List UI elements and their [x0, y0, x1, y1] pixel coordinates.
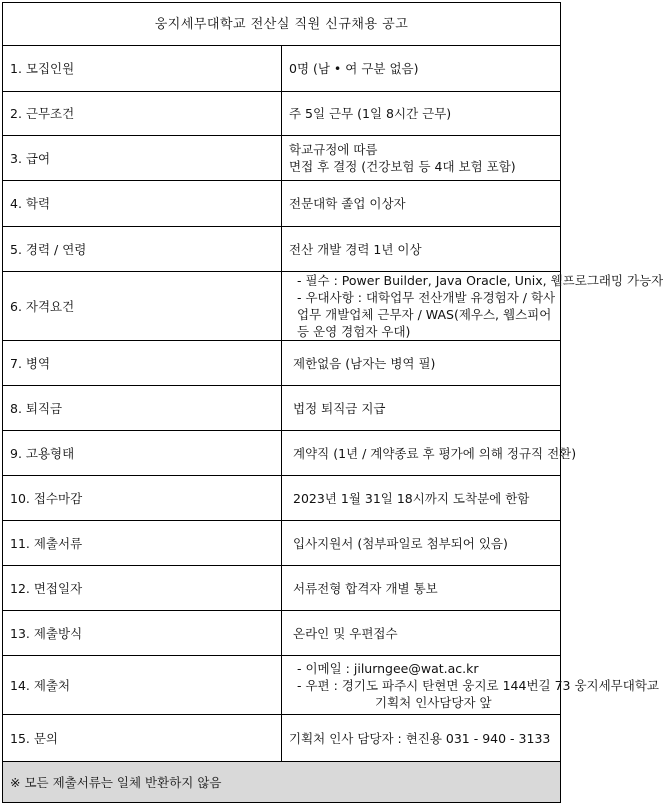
- row-value-employment-type: [282, 431, 577, 476]
- table-row: [3, 476, 561, 521]
- row-label-salary: 3. 급여: [3, 136, 282, 181]
- row-value-qualifications: [282, 272, 663, 341]
- row-label-headcount: 1. 모집인원: [3, 46, 282, 92]
- row-value-deadline: [282, 476, 561, 521]
- row-value-experience: [282, 227, 561, 272]
- military-text: 제한없음 (남자는 병역 필): [293, 355, 436, 371]
- row-value-interview: [282, 566, 561, 611]
- table-row: [3, 341, 561, 386]
- row-label-severance: 8. 퇴직금: [3, 386, 282, 431]
- row-value-salary: [282, 136, 561, 181]
- submission-post: - 우편 : 경기도 파주시 탄현면 웅지로 144번길 73 웅지세무대학교: [297, 677, 659, 693]
- row-label-inquiry: 15. 문의: [3, 715, 282, 762]
- interview-text: 서류전형 합격자 개별 통보: [293, 580, 438, 596]
- work-conditions-text: 주 5일 근무 (1일 8시간 근무): [289, 106, 452, 121]
- experience-text: 전산 개발 경력 1년 이상: [289, 241, 422, 257]
- salary-line-2: 면접 후 결정 (건강보험 등 4대 보험 포함): [289, 159, 516, 174]
- footer-note: ※ 모든 제출서류는 일체 반환하지 않음: [3, 762, 561, 803]
- row-label-deadline: 10. 접수마감: [3, 476, 282, 521]
- row-label-education: 4. 학력: [3, 181, 282, 227]
- row-value-submission-address: [282, 656, 659, 715]
- row-label-submission-address: 14. 제출처: [3, 656, 282, 715]
- salary-line-1: 학교규정에 따름: [289, 142, 378, 157]
- row-value-severance: [282, 386, 561, 431]
- row-value-inquiry: [282, 715, 561, 762]
- employment-type-text: 계약직 (1년 / 계약종료 후 평가에 의해 정규직 전환): [293, 445, 577, 461]
- submission-email: - 이메일 : jilurngee@wat.ac.kr: [297, 660, 479, 676]
- table-row: [3, 521, 561, 566]
- table-row: [3, 611, 561, 656]
- severance-text: 법정 퇴직금 지급: [293, 400, 386, 416]
- table-row: [3, 431, 561, 476]
- education-text: 전문대학 졸업 이상자: [289, 196, 406, 211]
- table-row: [3, 715, 561, 762]
- table-row: [3, 386, 561, 431]
- row-label-documents: 11. 제출서류: [3, 521, 282, 566]
- row-label-interview: 12. 면접일자: [3, 566, 282, 611]
- submission-method-text: 온라인 및 우편접수: [293, 625, 398, 641]
- row-label-work-conditions: 2. 근무조건: [3, 92, 282, 136]
- qualifications-required: - 필수 : Power Builder, Java Oracle, Unix, 웹프로그래밍 가능자: [297, 273, 663, 288]
- row-label-military: 7. 병역: [3, 341, 282, 386]
- table-row: [3, 656, 561, 715]
- table-row: [3, 272, 561, 341]
- recruitment-notice-table: [2, 2, 663, 803]
- notice-title: 웅지세무대학교 전산실 직원 신규채용 공고: [3, 3, 561, 46]
- row-label-employment-type: 9. 고용형태: [3, 431, 282, 476]
- table-row: [3, 92, 561, 136]
- qualifications-preferred: - 우대사항 : 대학업무 전산개발 유경험자 / 학사업무 개발업체 근무자 / WAS(제우스, 웹스피어 등 운영 경험자 우대): [297, 290, 556, 339]
- table-row: [3, 136, 561, 181]
- documents-text: 입사지원서 (첨부파일로 첨부되어 있음): [293, 535, 508, 551]
- row-label-qualifications: 6. 자격요건: [3, 272, 282, 341]
- row-label-submission-method: 13. 제출방식: [3, 611, 282, 656]
- row-value-headcount: [282, 46, 561, 92]
- submission-post-recipient: 기획처 인사담당자 앞: [375, 694, 492, 710]
- row-value-documents: [282, 521, 561, 566]
- deadline-text: 2023년 1월 31일 18시까지 도착분에 한함: [293, 490, 530, 506]
- row-value-submission-method: [282, 611, 561, 656]
- row-value-work-conditions: [282, 92, 561, 136]
- inquiry-text: 기획처 인사 담당자 : 현진용 031 - 940 - 3133: [289, 730, 551, 746]
- headcount-text: 0명 (남 • 여 구분 없음): [289, 61, 419, 76]
- row-value-education: [282, 181, 561, 227]
- row-value-military: [282, 341, 561, 386]
- row-label-experience: 5. 경력 / 연령: [3, 227, 282, 272]
- table-row: [3, 181, 561, 227]
- table-row: [3, 46, 561, 92]
- table-row: [3, 566, 561, 611]
- table-row: [3, 227, 561, 272]
